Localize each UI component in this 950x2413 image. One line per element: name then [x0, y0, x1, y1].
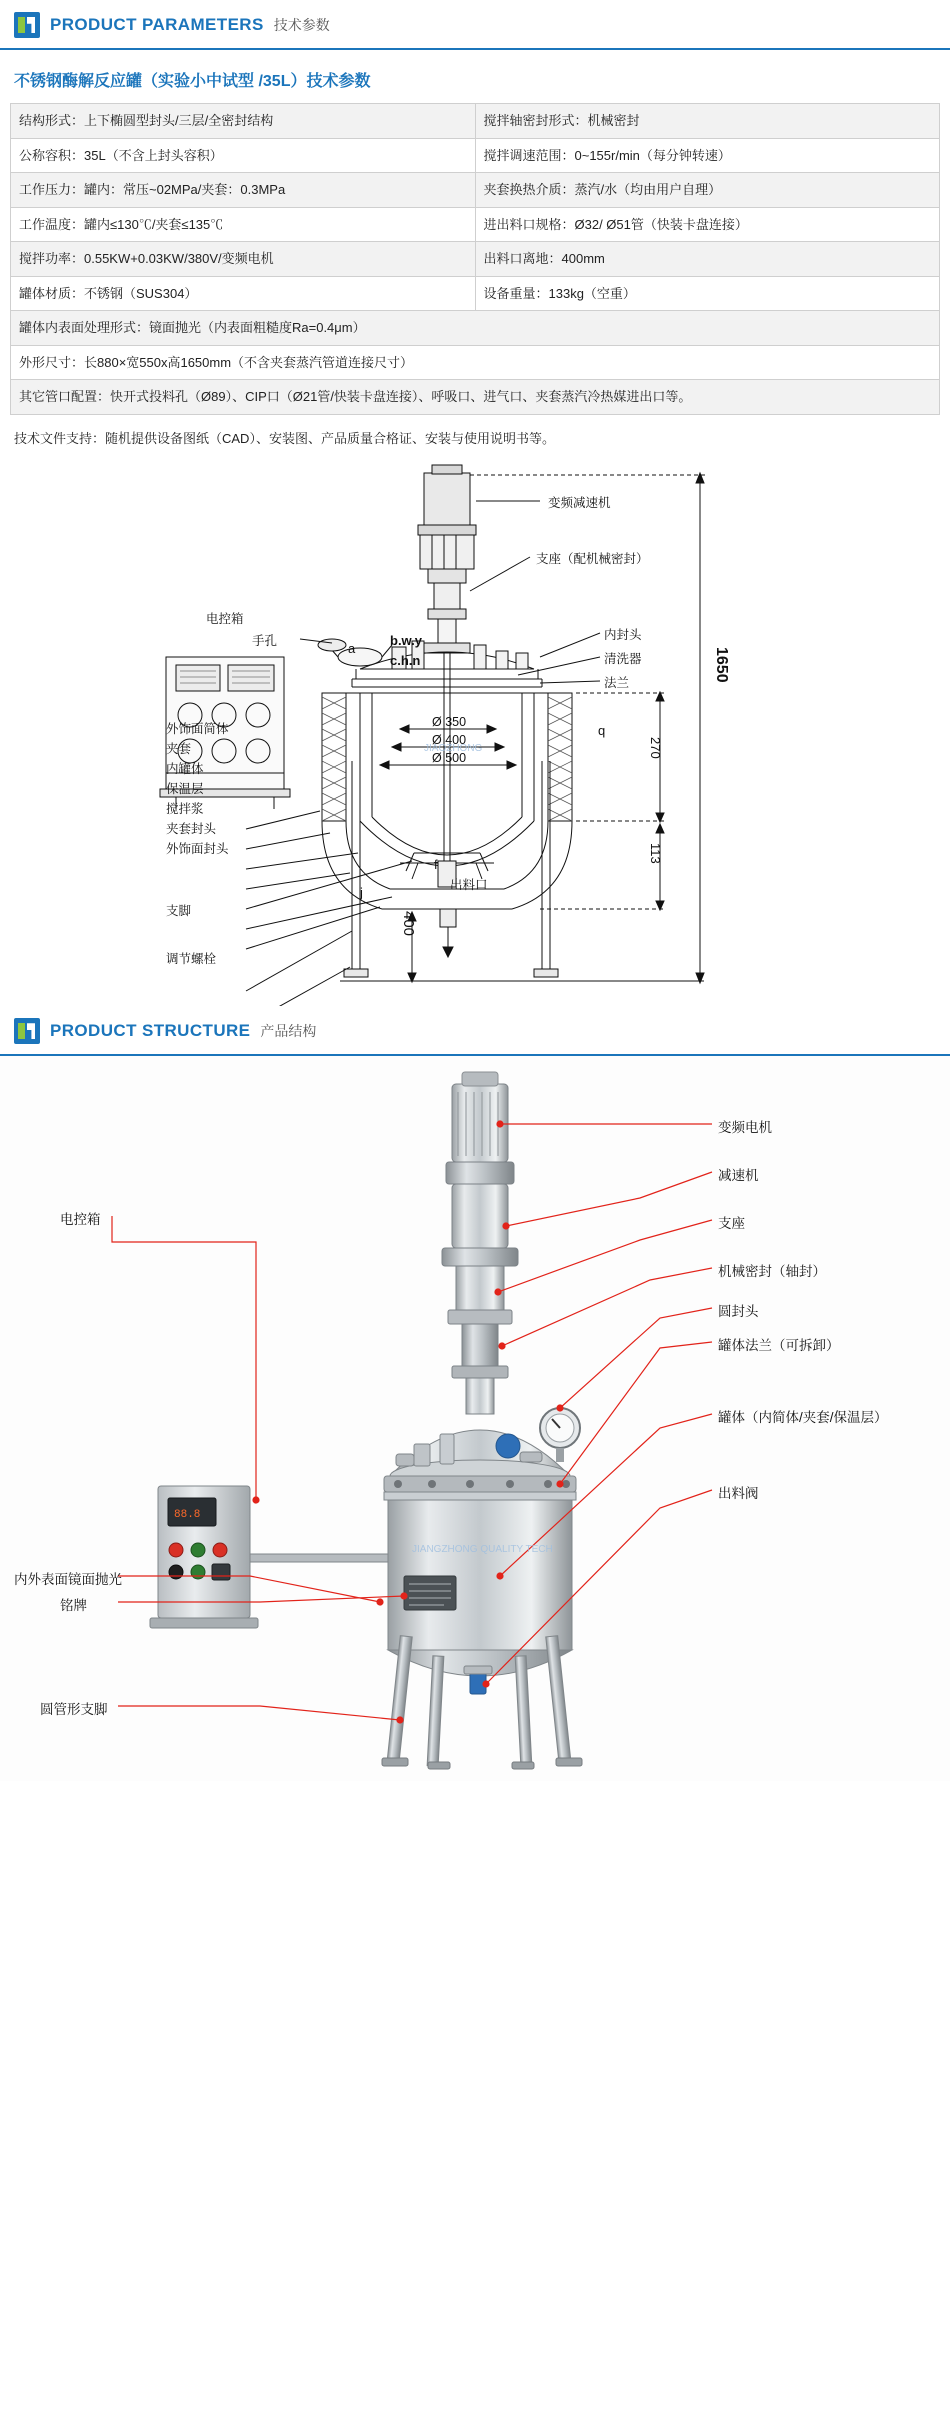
parameters-table — [10, 103, 940, 415]
param-cell: 设备重量：133kg（空重） — [475, 276, 940, 311]
drawing-label-insulation: 保温层 — [166, 782, 204, 797]
photo-label-tank-flange: 罐体法兰（可拆卸） — [718, 1338, 840, 1354]
photo-label-support: 支座 — [718, 1216, 745, 1232]
param-cell: 搅拌轴密封形式：机械密封 — [475, 104, 940, 139]
section-title-cn: 产品结构 — [260, 1023, 317, 1040]
drawing-label-adjust-bolt: 调节螺栓 — [166, 952, 217, 967]
photo-watermark: JIANGZHONG QUALITY TECH — [412, 1544, 553, 1556]
drawing-label-control-box: 电控箱 — [206, 612, 244, 627]
param-cell-full: 罐体内表面处理形式：镜面抛光（内表面粗糙度Ra=0.4μm） — [11, 311, 940, 346]
drawing-label-discharge-port: 出料口 — [450, 878, 488, 893]
param-cell: 进出料口规格：Ø32/ Ø51管（快装卡盘连接） — [475, 207, 940, 242]
brand-logo-icon — [14, 12, 40, 38]
drawing-label-jacket-head: 夹套封头 — [166, 822, 217, 837]
drawing-dim-350: Ø 350 — [432, 715, 467, 730]
param-cell: 罐体材质：不锈钢（SUS304） — [11, 276, 476, 311]
table-row — [11, 380, 940, 415]
table-row — [11, 345, 940, 380]
drawing-label-hand-hole: 手孔 — [252, 634, 278, 649]
photo-label-reducer: 减速机 — [718, 1168, 759, 1184]
drawing-label-impeller: 搅拌浆 — [166, 802, 204, 817]
drawing-dim-270: 270 — [648, 737, 663, 759]
photo-label-nameplate: 铭牌 — [60, 1598, 87, 1614]
drawing-watermark: JIAOZHONG — [424, 743, 483, 755]
technical-documents-note: 技术文件支持：随机提供设备图纸（CAD）、安装图、产品质量合格证、安装与使用说明书等。 — [14, 430, 555, 446]
photo-label-round-head: 圆封头 — [718, 1304, 759, 1320]
brand-logo-icon — [14, 1018, 40, 1044]
drawing-label-codes-bottom: c.h.n — [390, 653, 421, 669]
photo-label-mirror-polish: 内外表面镜面抛光 — [14, 1572, 122, 1588]
table-row — [11, 173, 940, 208]
param-cell-full: 其它管口配置：快开式投料孔（Ø89）、CIP口（Ø21管/快装卡盘连接）、呼吸口、进气口、夹套蒸汽冷热媒进出口等。 — [11, 380, 940, 415]
table-row — [11, 311, 940, 346]
parameters-heading: 不锈钢酶解反应罐（实验小中试型 /35L）技术参数 — [14, 73, 371, 90]
table-row — [11, 207, 940, 242]
param-cell: 工作温度：罐内≤130℃/夹套≤135℃ — [11, 207, 476, 242]
section-title-cn: 技术参数 — [273, 17, 330, 33]
photo-label-discharge-valve: 出料阀 — [718, 1486, 759, 1502]
drawing-dim-500: Ø 500 — [432, 751, 467, 766]
photo-label-control-box: 电控箱 — [60, 1212, 101, 1228]
param-cell: 搅拌调速范围：0~155r/min（每分钟转速） — [475, 138, 940, 173]
param-cell: 夹套换热介质：蒸汽/水（均由用户自理） — [475, 173, 940, 208]
technical-drawing — [0, 461, 950, 1006]
param-cell: 出料口离地：400mm — [475, 242, 940, 277]
drawing-svg — [0, 461, 950, 1006]
drawing-dim-400-vertical: 400 — [400, 911, 417, 937]
section-header-parameters — [0, 0, 950, 50]
param-cell: 公称容积：35L（不含上封头容积） — [11, 138, 476, 173]
drawing-label-outer-shell: 外饰面简体 — [166, 722, 229, 737]
photo-label-mech-seal: 机械密封（轴封） — [718, 1264, 826, 1280]
drawing-label-reducer: 变频减速机 — [548, 496, 611, 511]
drawing-dim-1650: 1650 — [713, 647, 730, 683]
photo-label-tank-body: 罐体（内简体/夹套/保温层） — [718, 1410, 888, 1426]
drawing-label-leg: 支脚 — [166, 904, 192, 919]
section-title-en: PRODUCT PARAMETERS — [50, 15, 264, 34]
svg-text:88.8: 88.8 — [174, 1509, 201, 1522]
section-header-structure — [0, 1006, 950, 1056]
drawing-label-codes-top: b.w.y — [390, 633, 423, 649]
parameters-block — [0, 50, 950, 457]
drawing-label-jacket: 夹套 — [166, 742, 192, 757]
drawing-dim-400: Ø 400 — [432, 733, 467, 748]
drawing-label-outer-head: 外饰面封头 — [166, 842, 229, 857]
param-cell: 工作压力：罐内：常压~02MPa/夹套：0.3MPa — [11, 173, 476, 208]
table-row — [11, 138, 940, 173]
drawing-label-mark-j: j — [360, 885, 363, 901]
drawing-dim-113: 113 — [648, 843, 663, 865]
drawing-label-inner-head: 内封头 — [604, 628, 642, 643]
param-cell-full: 外形尺寸：长880×宽550x高1650mm（不含夹套蒸汽管道连接尺寸） — [11, 345, 940, 380]
photo-label-round-leg: 圆管形支脚 — [40, 1702, 108, 1718]
drawing-label-support: 支座（配机械密封） — [536, 552, 649, 567]
drawing-label-washer: 清洗器 — [604, 652, 642, 667]
drawing-label-mark-a: a — [348, 641, 356, 657]
product-structure-photo — [0, 1056, 950, 1781]
photo-label-motor: 变频电机 — [718, 1120, 772, 1136]
param-cell: 搅拌功率：0.55KW+0.03KW/380V/变频电机 — [11, 242, 476, 277]
drawing-label-flange: 法兰 — [604, 676, 630, 691]
drawing-label-inner-tank: 内罐体 — [166, 762, 204, 777]
drawing-label-mark-f: f — [434, 857, 438, 873]
table-row — [11, 276, 940, 311]
drawing-label-mark-q: q — [598, 723, 606, 739]
param-cell: 结构形式：上下椭圆型封头/三层/全密封结构 — [11, 104, 476, 139]
table-row — [11, 104, 940, 139]
table-row — [11, 242, 940, 277]
section-title-en: PRODUCT STRUCTURE — [50, 1021, 251, 1041]
